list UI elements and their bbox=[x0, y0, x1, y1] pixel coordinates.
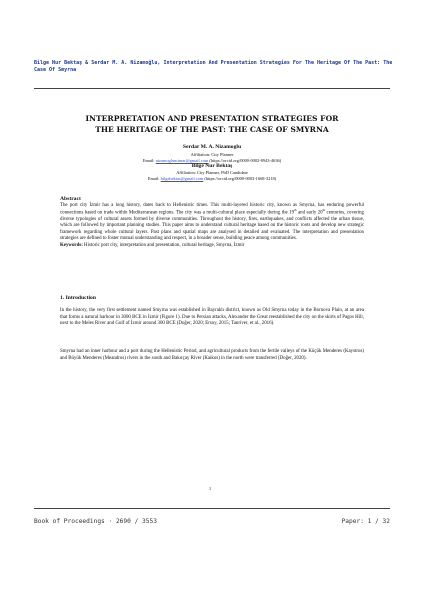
author-1-orcid[interactable]: (https://orcid.org/0000-0002-8943-4636) bbox=[208, 158, 282, 163]
header-rule bbox=[34, 88, 390, 89]
author-1-email-link[interactable]: nizamoglumimar@gmail.com bbox=[155, 158, 209, 163]
author-1-affiliation: Affiliation: City Planner bbox=[190, 152, 234, 157]
running-head: Bilge Nur Bektaş & Serdar M. A. Nizamoğlu, Interpretation And Presentation Strategies For The Heritage Of The Past: The Case Of Smyrna bbox=[34, 60, 393, 73]
abstract-text-3: centuries, covering diverse typologies of cultural assets formed by diverse communities. Throughout the history, fires, earthquakes, and conflicts affected the urban tissue, which are followed by important planning studies. This paper aims to understand cultural heritage based on the historic roots and develop new strategic framework regarding whole cultural layers. Past plans and spatial maps are analysed in detailed and evaluated. The interpretation and presentation strategies are defined to foster mutual understanding and respect, in a broader sense, building peace among communities. bbox=[60, 210, 364, 242]
abstract-heading: Abstract bbox=[60, 196, 81, 202]
author-2-email-link[interactable]: bilgebektas@gmail.com bbox=[160, 176, 204, 181]
footer-rule bbox=[34, 508, 390, 509]
introduction-heading: 1. Introduction bbox=[60, 295, 96, 301]
footer-paper-count: Paper: 1 / 32 bbox=[341, 518, 390, 525]
title-line-2: THE HERITAGE OF THE PAST: THE CASE OF SMYRNA bbox=[95, 125, 329, 134]
abstract-text-2: and early 20 bbox=[296, 210, 323, 216]
title-line-1: INTERPRETATION AND PRESENTATION STRATEGIES FOR bbox=[85, 114, 339, 123]
abstract-sup-1: th bbox=[294, 207, 297, 212]
author-2-orcid[interactable]: (https://orcid.org/0000-0003-1668-3218) bbox=[203, 176, 277, 181]
author-2-email-label: Email: bbox=[147, 176, 161, 181]
author-1-email-label: Email: bbox=[142, 158, 156, 163]
introduction-paragraph-1: In the history, the very first settlement named Smyrna was established in Bayraklı district, known as Old Smyrna today in the Bornova Plain, at an area that forms a natural harbour in 3000 BCE in İzmir (Figure 1). Due to Persian attacks, Alexander the Great reestablished the city on the skirts of Pagos Hill, next to the Meles River and Gulf of İzmir around 300 BCE (Doğer, 2020; Ersoy, 2015; Tanriver, et al., 2016). bbox=[60, 308, 364, 326]
author-2-affiliation: Affiliation: City Planner, PhD Candidate bbox=[176, 170, 248, 175]
author-2-name: Bilge Nur Bektaş bbox=[191, 163, 233, 169]
keywords-label: Keywords: bbox=[60, 242, 83, 248]
paper-title bbox=[60, 113, 364, 135]
author-1-name: Serdar M. A. Nizamoglu bbox=[182, 144, 242, 150]
page-number: 1 bbox=[208, 486, 212, 491]
keywords-text: Historic port city, interpretation and presentation, cultural heritage, Smyrna, İzmir bbox=[82, 242, 245, 248]
footer-proceedings: Book of Proceedings · 2690 / 3553 bbox=[34, 518, 157, 525]
introduction-paragraph-2: Smyrna had an inner harbour and a port during the Hellenistic Period, and agricultural products from the fertile valleys of the Küçük Menderes (Kaystros) and Büyük Menderes (Meandros) rivers in the south and Bakırçay River (Kaikos) in the north were transferred (Doğer, 2020). bbox=[60, 349, 364, 361]
abstract-text-1: The port city İzmir has a long history, dates back to Hellenistic times. This multi-layered historic city, known as Smyrna, has enduring powerful connections based on trade within Mediterranean regions. The city was a multi-cultural place especially during the 19 bbox=[60, 203, 364, 216]
abstract-body bbox=[60, 203, 364, 249]
author-2-contact bbox=[60, 176, 364, 181]
abstract-sup-2: th bbox=[322, 207, 326, 212]
